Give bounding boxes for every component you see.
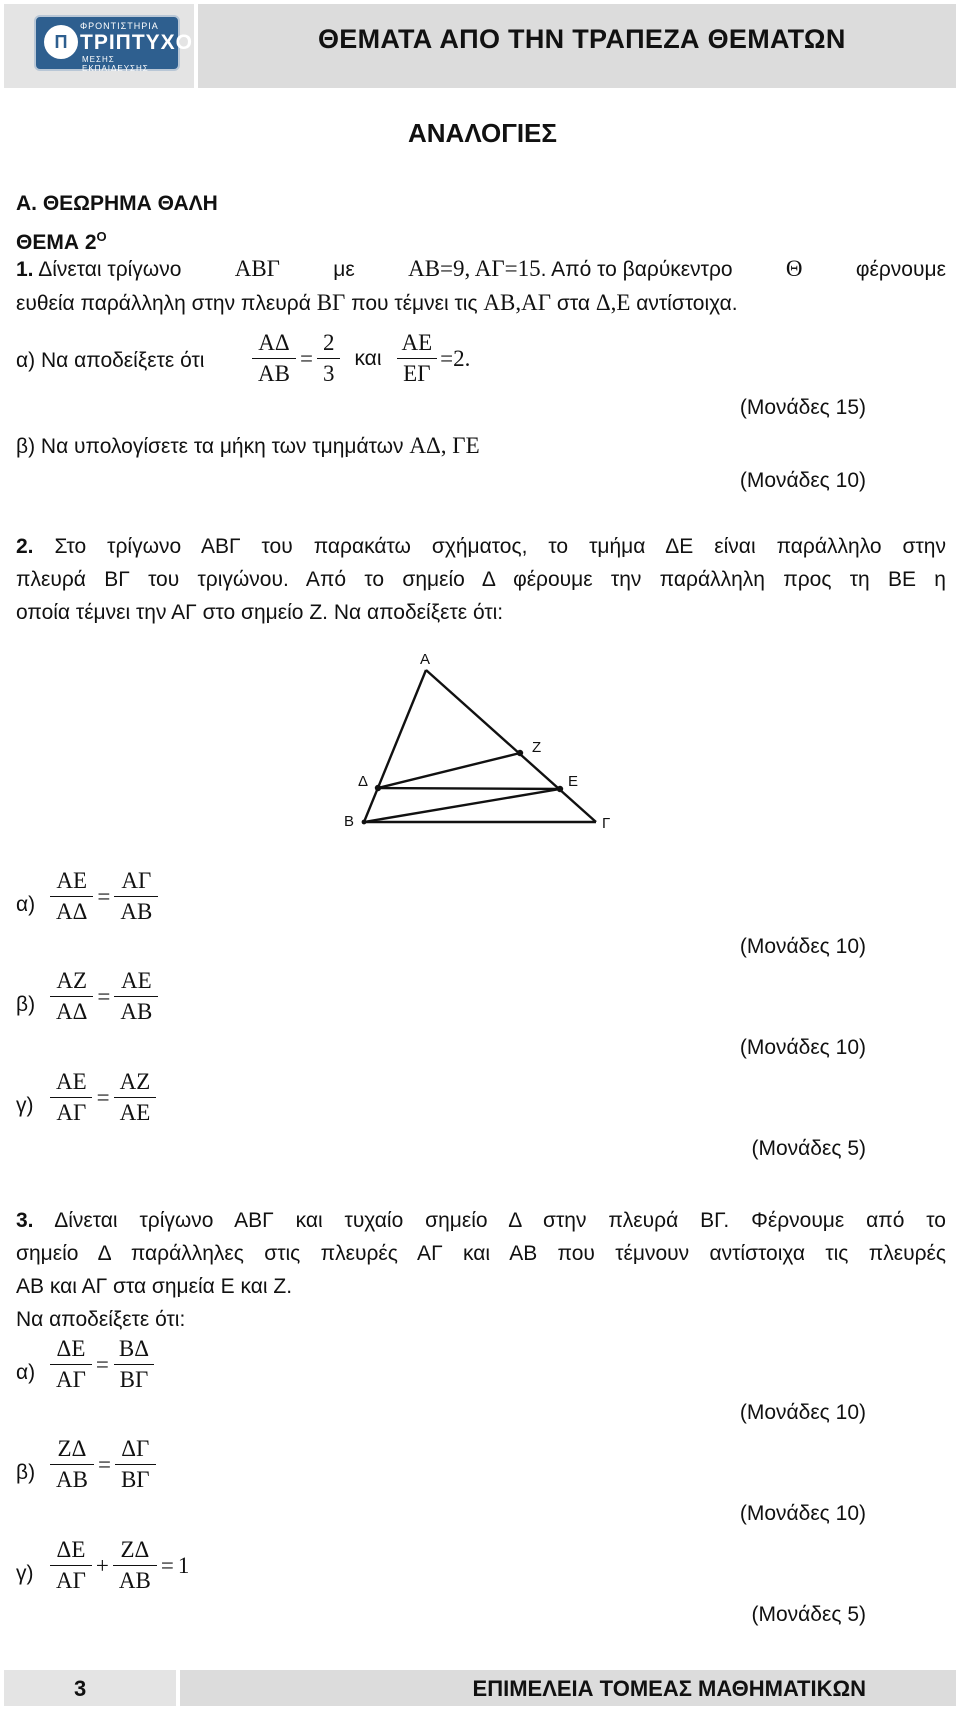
units-label: (Μονάδες 15) [739,396,866,419]
frac-den: ΑΒ [252,358,296,386]
p1-a-equation: $\frac{A\Delta}{AB}$ = $\frac{2}{3}$ και $\frac{AE}{E\Gamma}$ =2 . [252,331,470,386]
p3-line3: ΑΒ και ΑΓ στα σημεία Ε και Ζ. [16,1275,293,1298]
frac-den: ΑΓ [50,1565,92,1593]
logo-area [4,4,198,88]
footer-text: ΕΠΙΜΕΛΕΙΑ ΤΟΜΕΑΣ ΜΑΘΗΜΑΤΙΚΩΝ [472,1676,866,1701]
equation-value: 1 [177,1552,190,1578]
p2-line2: πλευρά ΒΓ του τριγώνου. Από το σημείο Δ φέρουμε την παράλληλη προς τη ΒΕ η [16,568,946,591]
p3-number: 3. [16,1209,34,1232]
footer-page-box [4,1670,180,1706]
p2-a-equation: $\frac{AE}{A\Delta}$ = $\frac{A\Gamma}{AB}$ [50,869,158,924]
point-e [557,786,563,792]
p3-text: Δίνεται τρίγωνο ΑΒΓ και τυχαίο σημείο Δ στην πλευρά ΒΓ. Φέρνουμε από το [54,1209,946,1232]
frac-num: ΑΕ [121,968,152,993]
p2-b-equation: $\frac{AZ}{A\Delta}$ = $\frac{AE}{AB}$ [50,969,158,1024]
segment-de [378,788,560,789]
p1-math: ΑΒΓ [234,256,280,281]
units-label: (Μονάδες 10) [739,1502,866,1525]
p3-b-label: β) [16,1461,36,1484]
frac-den: ΑΓ [50,1097,92,1125]
units-label: (Μονάδες 5) [751,1603,866,1626]
frac-den: ΑΔ [50,896,93,924]
frac-num: ΖΔ [120,1537,150,1562]
logo-emblem-icon: Π [44,25,78,59]
frac-num: ΑΕ [56,1069,87,1094]
frac-num: ΑΓ [121,868,152,893]
p2-b-label: β) [16,993,36,1016]
header-title: ΘΕΜΑΤΑ ΑΠΟ ΤΗΝ ΤΡΑΠΕΖΑ ΘΕΜΑΤΩΝ [318,24,846,54]
p1-math: Θ [785,256,803,281]
units-label: (Μονάδες 10) [739,935,866,958]
p3-a-equation: $\frac{\Delta E}{A\Gamma}$ = $\frac{B\Delta}{B\Gamma}$ [50,1337,155,1392]
frac-den: ΑΒ [113,1565,157,1593]
logo [34,15,194,73]
p1-math: ΑΒ,ΑΓ [483,290,552,315]
page-title: ΑΝΑΛΟΓΙΕΣ [408,118,557,148]
p3-line1 [16,1204,946,1237]
p1-text: αντίστοιχα. [636,292,738,315]
frac-den: ΑΕ [114,1097,157,1125]
p3-c-equation: $\frac{\Delta E}{A\Gamma}$ + $\frac{Z\Delta}{AB}$ = 1 [50,1538,189,1593]
label-g: Γ [602,815,611,832]
p1-line1 [16,252,946,286]
p2-c-equation: $\frac{AE}{A\Gamma}$ = $\frac{AZ}{AE}$ [50,1070,156,1125]
logo-sub-text: ΜΕΣΗΣ ΕΚΠΑΙΔΕΥΣΗΣ [82,55,149,73]
frac-den: ΑΓ [50,1364,92,1392]
frac-den: ΑΔ [50,996,93,1024]
p1-math: ΒΓ [316,290,346,315]
segment-be [364,789,560,822]
page-number: 3 [74,1676,87,1701]
p1-text: ευθεία παράλληλη στην πλευρά [16,292,311,315]
point-d [375,785,381,791]
p2-number: 2. [16,535,34,558]
theme-superscript: Ο [96,229,107,244]
frac-num: ΑΔ [258,330,290,355]
p3-b-equation: $\frac{Z\Delta}{AB}$ = $\frac{\Delta\Gamma}{B\Gamma}$ [50,1437,156,1492]
frac-num: ΑΖ [56,968,88,993]
frac-den: 3 [317,358,341,386]
p1-text: στα [556,292,590,315]
frac-num: ΑΕ [56,868,88,893]
units-label: (Μονάδες 10) [739,469,866,492]
p2-line1 [16,530,946,563]
frac-num: ΔΕ [56,1336,86,1361]
frac-num: ΒΔ [118,1336,150,1361]
p1-math: ΑΔ, ΓΕ [409,433,480,458]
frac-num: ΑΖ [119,1069,151,1094]
p1-line2 [16,286,738,320]
logo-main-text: ΤΡΙΠΤΥΧΟ [80,31,194,54]
p1-text: . Από το βαρύκεντρο [540,258,733,281]
frac-den: ΑΒ [50,1464,94,1492]
label-b: Β [344,813,355,830]
p2-a-label: α) [16,893,36,916]
p2-text: Στο τρίγωνο ΑΒΓ του παρακάτω σχήματος, το τμήμα ΔΕ είναι παράλληλο στην [54,535,946,558]
p2-line3: οποία τέμνει την ΑΓ στο σημείο Ζ. Να αποδείξετε ότι: [16,601,504,624]
equation-value: =2 [440,345,465,371]
units-label: (Μονάδες 5) [751,1137,866,1160]
point-z [517,750,523,756]
section-title: Α. ΘΕΩΡΗΜΑ ΘΑΛΗ [16,192,218,215]
and-word: και [354,346,382,370]
frac-num: ΔΕ [56,1537,86,1562]
p3-line2: σημείο Δ παράλληλες στις πλευρές ΑΓ και ΑΒ που τέμνουν αντίστοιχα τις πλευρές [16,1242,946,1265]
triangle-figure [334,648,634,840]
p3-line4: Να αποδείξετε ότι: [16,1308,186,1331]
frac-den: ΑΒ [114,896,158,924]
frac-num: ΔΓ [121,1436,150,1461]
side-ab [364,670,426,822]
frac-num: ΖΔ [57,1436,87,1461]
frac-den: ΑΒ [114,996,158,1024]
label-e: Ε [568,773,579,790]
p1-a-text: α) Να αποδείξετε ότι [16,349,205,372]
p1-b-line [16,429,480,463]
frac-den: ΒΓ [115,1464,156,1492]
p1-b-text: β) Να υπολογίσετε τα μήκη των τμημάτων [16,435,404,458]
frac-num: ΑΕ [401,330,433,355]
p2-c-label: γ) [16,1094,34,1117]
p1-text: φέρνουμε [855,258,946,281]
p1-math: Δ,Ε [595,290,631,315]
point-b [362,820,367,825]
segment-dz [378,753,520,788]
p1-number: 1. [16,258,34,281]
p1-math: ΑΒ=9, ΑΓ=15 [408,256,541,281]
units-label: (Μονάδες 10) [739,1401,866,1424]
p3-c-label: γ) [16,1562,34,1585]
label-z: Ζ [532,739,542,756]
p1-text: που τέμνει τις [351,292,478,315]
p3-a-label: α) [16,1361,36,1384]
p1-text: Δίνεται τρίγωνο [38,258,182,281]
label-d: Δ [358,773,369,790]
logo-top-text: ΦΡΟΝΤΙΣΤΗΡΙΑ [80,21,159,31]
plus-sign: + [95,1552,109,1578]
p1-text: με [333,258,355,281]
theme-label: ΘΕΜΑ 2 [16,231,97,254]
label-a: Α [420,651,431,668]
equals-sign: = [299,345,313,371]
frac-den: ΒΓ [114,1364,155,1392]
frac-den: ΕΓ [397,358,436,386]
side-ag [426,670,596,822]
frac-num: 2 [322,330,335,355]
units-label: (Μονάδες 10) [739,1036,866,1059]
